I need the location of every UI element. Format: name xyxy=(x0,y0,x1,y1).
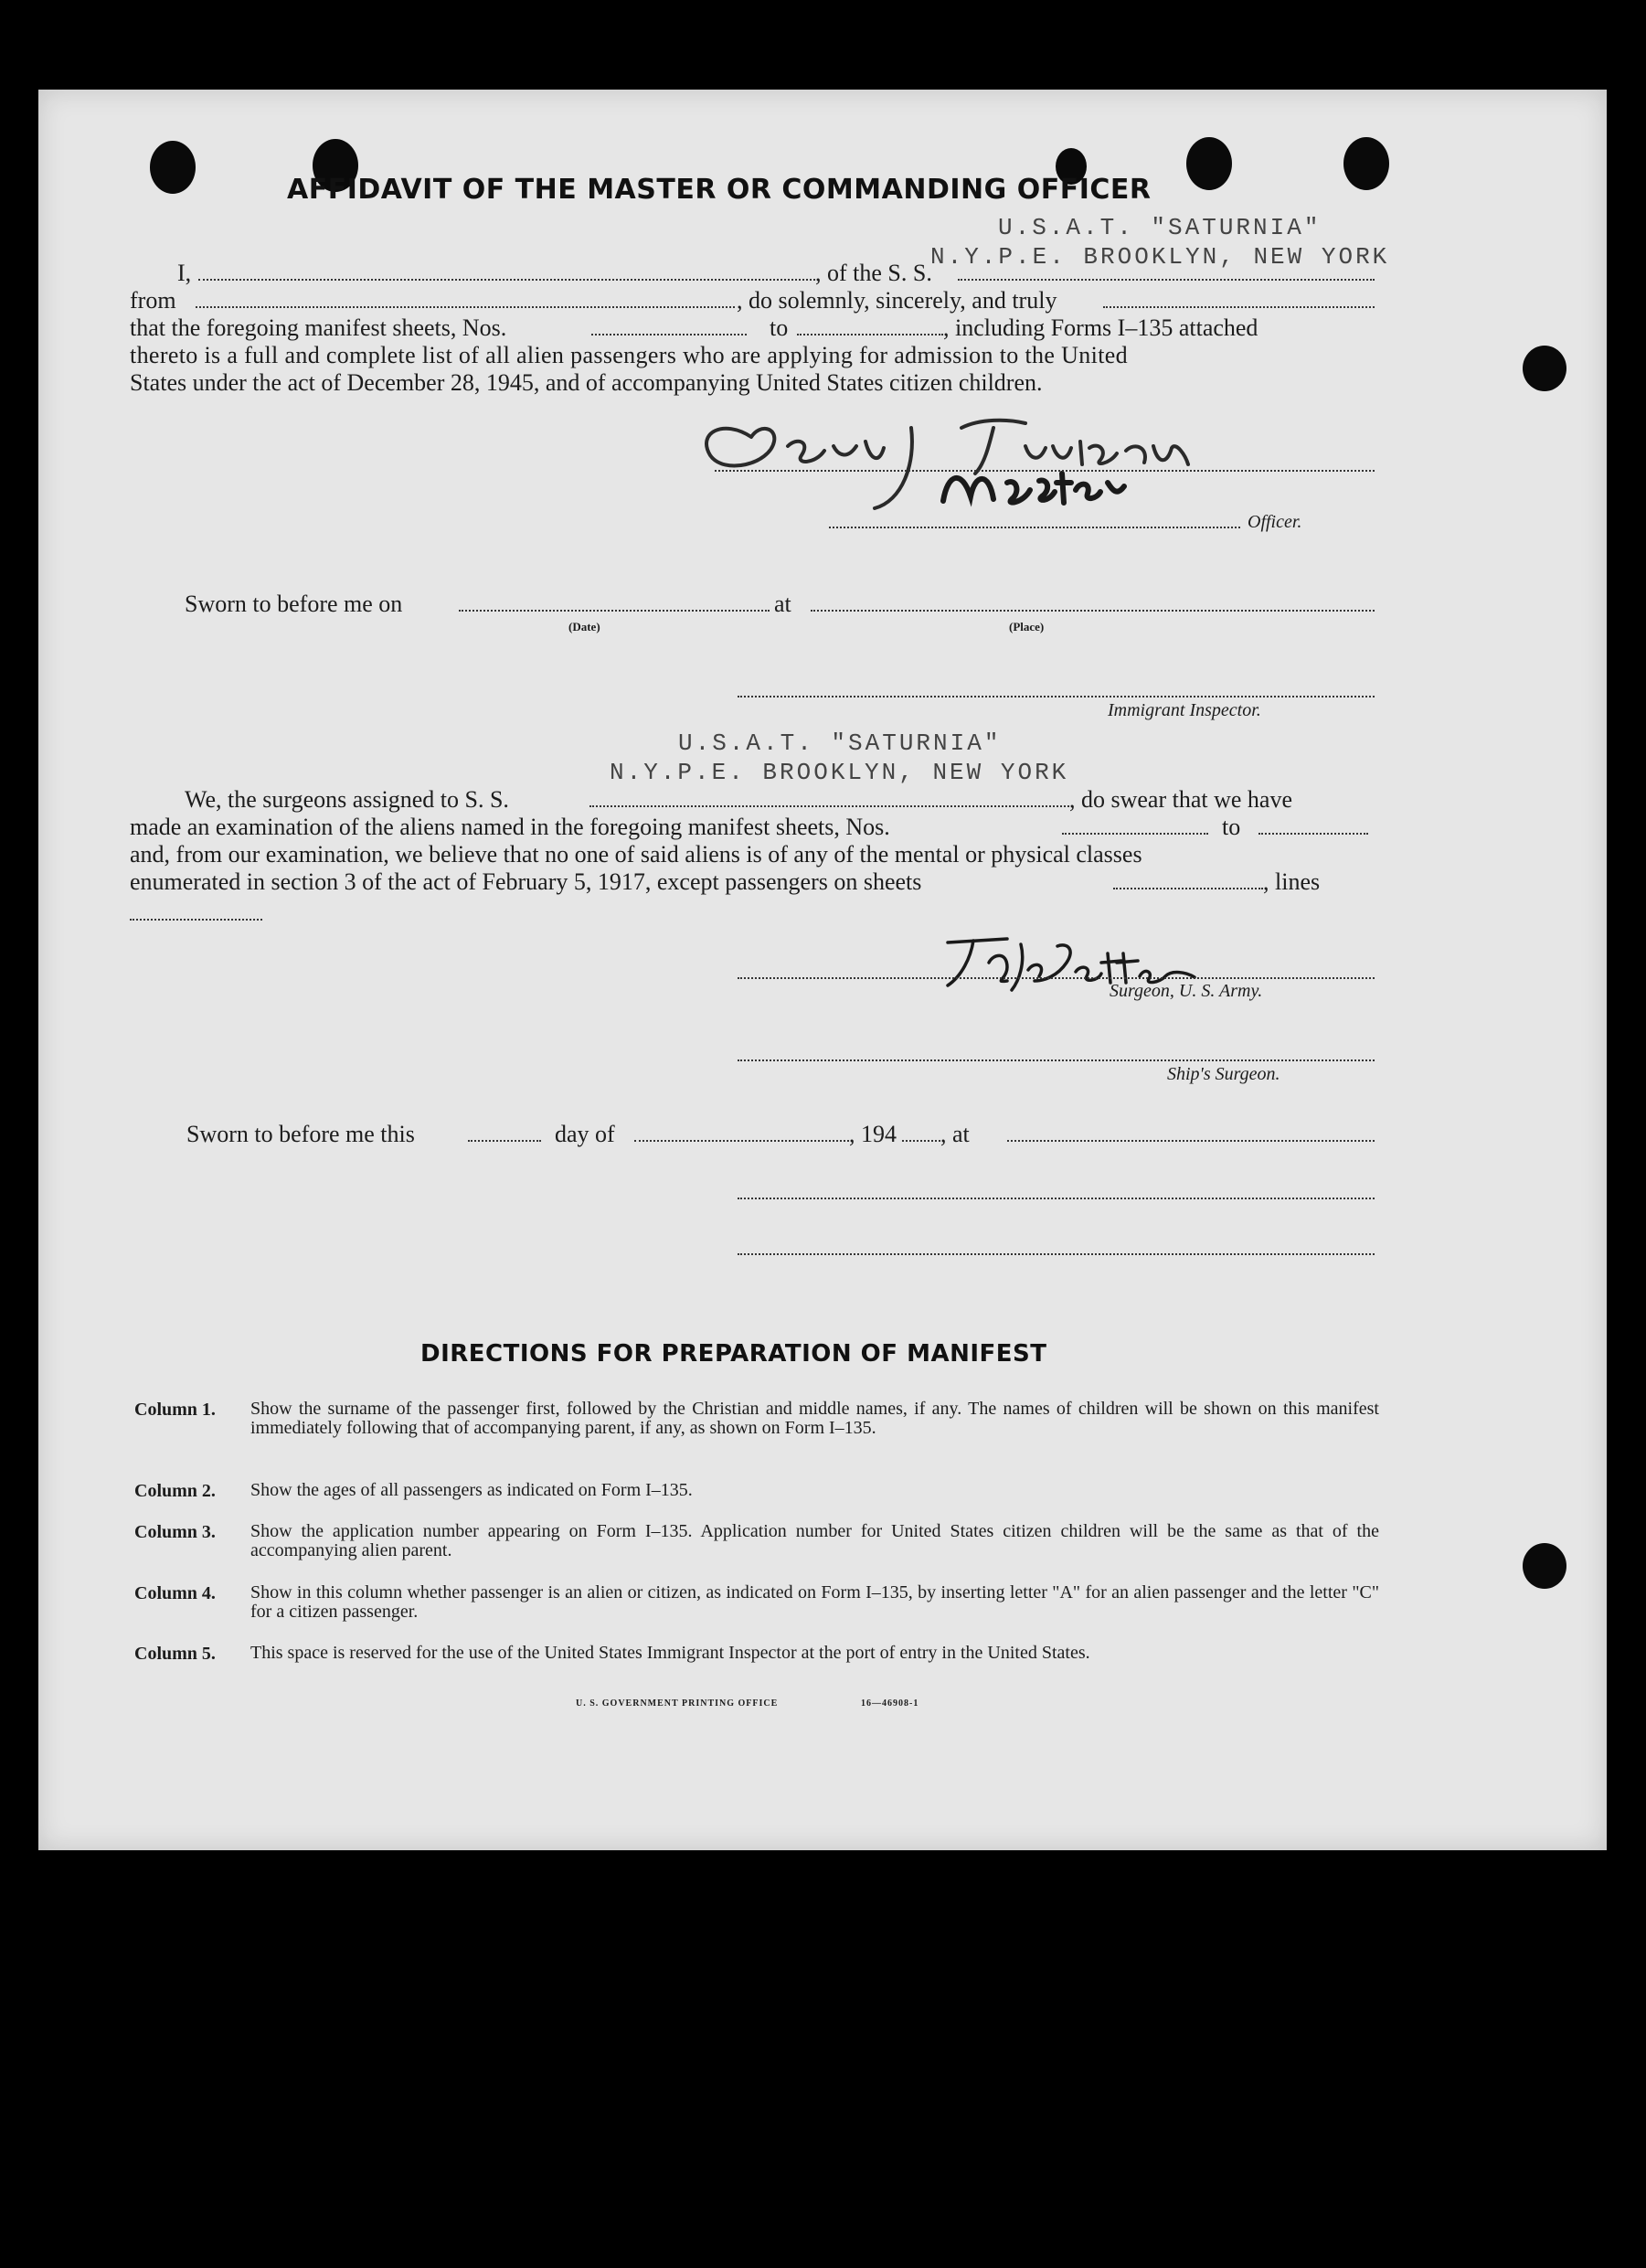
surgeons-line1-suffix: , do swear that we have xyxy=(1069,786,1293,813)
affidavit-line4: thereto is a full and complete list of all alien passengers who are applying for admission to the United xyxy=(130,342,1129,368)
surgeon-signature-line xyxy=(738,977,1375,979)
sheet-to-field[interactable] xyxy=(797,334,943,335)
surgeons-line2-mid: to xyxy=(1222,814,1241,840)
sworn2-day-of: day of xyxy=(555,1121,615,1147)
directions-title: DIRECTIONS FOR PREPARATION OF MANIFEST xyxy=(420,1340,1047,1368)
sworn2-place-field[interactable] xyxy=(1007,1140,1375,1142)
sworn-date-field[interactable] xyxy=(459,610,770,612)
surgeons-line3: and, from our examination, we believe that no one of said aliens is of any of the mental or physical classes xyxy=(130,841,1142,868)
master-signature xyxy=(687,391,1254,519)
surgeons-line4-suffix: , lines xyxy=(1263,868,1321,895)
sworn2-year: , 194 xyxy=(849,1121,897,1147)
punch-hole xyxy=(1186,137,1232,190)
surgeons-sheet-to-field[interactable] xyxy=(1258,833,1368,835)
ship-stamp2-line2: N.Y.P.E. BROOKLYN, NEW YORK xyxy=(610,759,1069,786)
sworn2-prefix: Sworn to before me this xyxy=(186,1121,415,1147)
document-page xyxy=(38,90,1607,1850)
ship-surgeon-label: Ship's Surgeon. xyxy=(1167,1064,1280,1084)
master-name-field[interactable] xyxy=(198,279,815,281)
sworn2-signature-line2 xyxy=(738,1253,1375,1255)
ship-stamp-line1: U.S.A.T. "SATURNIA" xyxy=(998,214,1322,241)
date-label: (Date) xyxy=(568,620,600,634)
affidavit-line3-suffix: , including Forms I–135 attached xyxy=(943,314,1258,341)
form-number: 16—46908-1 xyxy=(861,1698,919,1709)
direction-text: Show in this column whether passenger is an alien or citizen, as indicated on Form I–135, by inserting letter "A" for an alien passenger and the letter "C" for a citizen passenger. xyxy=(250,1582,1379,1622)
sworn-prefix: Sworn to before me on xyxy=(185,591,403,617)
surgeons-line2-prefix: made an examination of the aliens named in the foregoing manifest sheets, Nos. xyxy=(130,814,890,840)
direction-label: Column 4. xyxy=(134,1583,216,1603)
punch-hole xyxy=(1523,1543,1566,1589)
direction-label: Column 2. xyxy=(134,1481,216,1501)
surgeons-sheet-from-field[interactable] xyxy=(1062,833,1208,835)
printer-imprint: U. S. GOVERNMENT PRINTING OFFICE xyxy=(576,1698,779,1709)
direction-label: Column 5. xyxy=(134,1644,216,1664)
sworn2-signature-line1 xyxy=(738,1198,1375,1199)
place-label: (Place) xyxy=(1009,620,1045,634)
surgeon-label: Surgeon, U. S. Army. xyxy=(1110,981,1263,1001)
punch-hole xyxy=(150,141,196,194)
officer-line xyxy=(829,527,1240,528)
affidavit-line3-mid: to xyxy=(770,314,789,341)
line2-trailing-dots xyxy=(1103,306,1375,308)
punch-hole xyxy=(1523,346,1566,391)
direction-text: Show the ages of all passengers as indicated on Form I–135. xyxy=(250,1480,693,1500)
sworn-at: at xyxy=(774,591,791,617)
sworn-place-field[interactable] xyxy=(811,610,1375,612)
inspector-label: Immigrant Inspector. xyxy=(1108,700,1261,720)
sworn2-day-field[interactable] xyxy=(468,1140,541,1142)
affidavit-line1-prefix: I, xyxy=(177,260,192,286)
direction-label: Column 1. xyxy=(134,1400,216,1420)
affidavit-line2-prefix: from xyxy=(130,287,176,314)
direction-text: Show the surname of the passenger first, followed by the Christian and middle names, if any. The names of children will be shown on this manifest immediately following that of accompanying parent, if any, as shown on Form I–135. xyxy=(250,1399,1379,1438)
sworn2-at: , at xyxy=(940,1121,970,1147)
surgeons-lines-field[interactable] xyxy=(130,919,262,921)
ship-stamp2-line1: U.S.A.T. "SATURNIA" xyxy=(678,729,1002,757)
direction-text: Show the application number appearing on Form I–135. Application number for United States citizen children will be the same as that of the accompanying alien parent. xyxy=(250,1521,1379,1560)
direction-text: This space is reserved for the use of the United States Immigrant Inspector at the port of entry in the United States. xyxy=(250,1643,1090,1663)
sworn2-year-field[interactable] xyxy=(902,1140,940,1142)
sheet-from-field[interactable] xyxy=(591,334,747,335)
direction-label: Column 3. xyxy=(134,1522,216,1542)
ship-surgeon-signature-line xyxy=(738,1059,1375,1061)
ship-stamp-line2: N.Y.P.E. BROOKLYN, NEW YORK xyxy=(930,243,1390,271)
port-from-field[interactable] xyxy=(196,306,735,308)
inspector-signature-line xyxy=(738,696,1375,697)
surgeons-sheets-field[interactable] xyxy=(1113,888,1263,889)
surgeons-line1-prefix: We, the surgeons assigned to S. S. xyxy=(185,786,509,813)
affidavit-line1-suffix: , of the S. S. xyxy=(815,260,932,286)
officer-label: Officer. xyxy=(1248,512,1302,532)
surgeons-ship-field[interactable] xyxy=(589,805,1069,807)
ship-name-field[interactable] xyxy=(958,279,1375,281)
affidavit-line3-prefix: that the foregoing manifest sheets, Nos. xyxy=(130,314,507,341)
affidavit-title: AFFIDAVIT OF THE MASTER OR COMMANDING OFFICER xyxy=(287,174,1152,206)
punch-hole xyxy=(1343,137,1389,190)
surgeons-line4-prefix: enumerated in section 3 of the act of February 5, 1917, except passengers on sheets xyxy=(130,868,922,895)
master-signature-line xyxy=(715,470,1375,472)
sworn2-month-field[interactable] xyxy=(634,1140,849,1142)
affidavit-line2-suffix: , do solemnly, sincerely, and truly xyxy=(737,287,1057,314)
affidavit-line5: States under the act of December 28, 1945, and of accompanying United States citizen children. xyxy=(130,369,1043,396)
